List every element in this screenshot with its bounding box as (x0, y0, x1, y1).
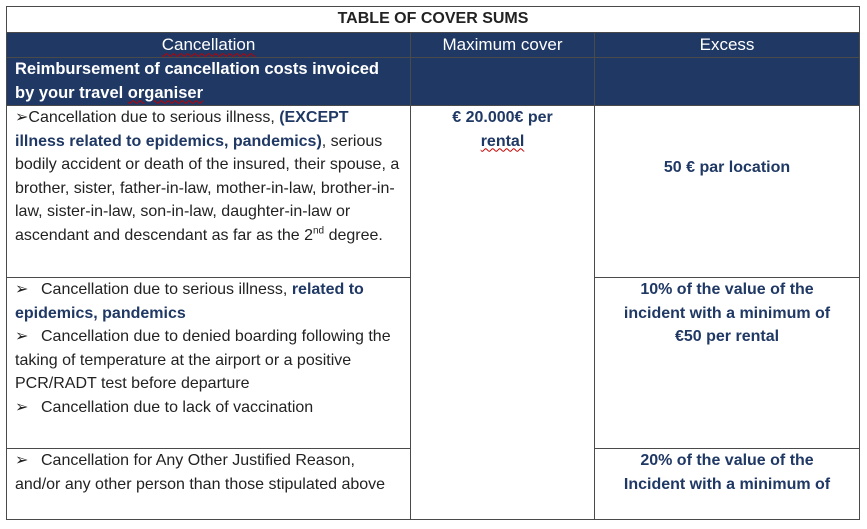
cover-sums-table (6, 6, 860, 520)
list-item (15, 396, 402, 420)
row3-item: Cancellation for Any Other Justified Reason, and/or any other person than those stipulated above (15, 452, 386, 493)
header-maximum-cover: Maximum cover (411, 33, 595, 58)
section-heading-organiser: organiser (127, 83, 203, 102)
row2-item3: Cancellation due to lack of vaccination (41, 398, 314, 416)
row2-item1-b: related to epidemics, pandemics (15, 281, 364, 322)
section-empty-cover (411, 58, 595, 106)
row1-sup: nd (313, 225, 325, 237)
list-item (15, 325, 402, 396)
excess-cell-1 (595, 106, 860, 278)
list-item (15, 449, 402, 496)
cancellation-epidemic-cell (7, 278, 411, 449)
section-row (7, 58, 860, 106)
section-heading-line2: by your travel (15, 83, 128, 102)
arrow-bullet-icon: ➢ (15, 109, 29, 126)
header-excess: Excess (595, 33, 860, 58)
excess-cell-2 (595, 278, 860, 449)
header-row (7, 33, 860, 58)
row2-item2: Cancellation due to denied boarding following the taking of temperature at the airport or a positive PCR/RADT test before departure (15, 328, 391, 392)
section-heading-line1: Reimbursement of cancellation costs invoiced (15, 60, 380, 78)
row2-item1-a: Cancellation due to serious illness, (41, 281, 292, 298)
arrow-bullet-icon: ➢ (15, 398, 29, 416)
table-row (7, 106, 860, 278)
table-title: TABLE OF COVER SUMS (7, 7, 860, 33)
excess-3: 20% of the value of the Incident with a minimum of (623, 452, 831, 493)
title-row (7, 7, 860, 33)
maximum-cover-cell (411, 106, 595, 520)
row1-text-b: (EXCEPT illness related to epidemics, pandemics) (15, 109, 349, 150)
cancellation-illness-cell (7, 106, 411, 278)
max-cover-line2: rental (480, 132, 525, 150)
excess-2: 10% of the value of the incident with a minimum of €50 per rental (623, 281, 831, 345)
row1-text-d: degree. (324, 226, 383, 244)
section-heading (7, 58, 411, 106)
row1-text-c: , serious bodily accident or death of the insured, their spouse, a brother, sister, father-in-law, mother-in-law, brother-in-law, sister-in-law, son-in-law, daughter-in-law or ascendant and descendant as far as the 2 (15, 132, 400, 244)
list-item (15, 278, 402, 325)
cancellation-other-cell (7, 449, 411, 520)
excess-1: 50 € par location (663, 159, 791, 176)
max-cover-line1: € 20.000€ per (452, 109, 553, 126)
header-cancellation (7, 33, 411, 58)
arrow-bullet-icon: ➢ (15, 452, 29, 469)
arrow-bullet-icon: ➢ (15, 281, 29, 298)
section-empty-excess (595, 58, 860, 106)
header-cancellation-label: Cancellation (161, 35, 256, 55)
arrow-bullet-icon: ➢ (15, 328, 29, 345)
excess-cell-3 (595, 449, 860, 520)
row1-text-a: Cancellation due to serious illness, (28, 109, 280, 126)
